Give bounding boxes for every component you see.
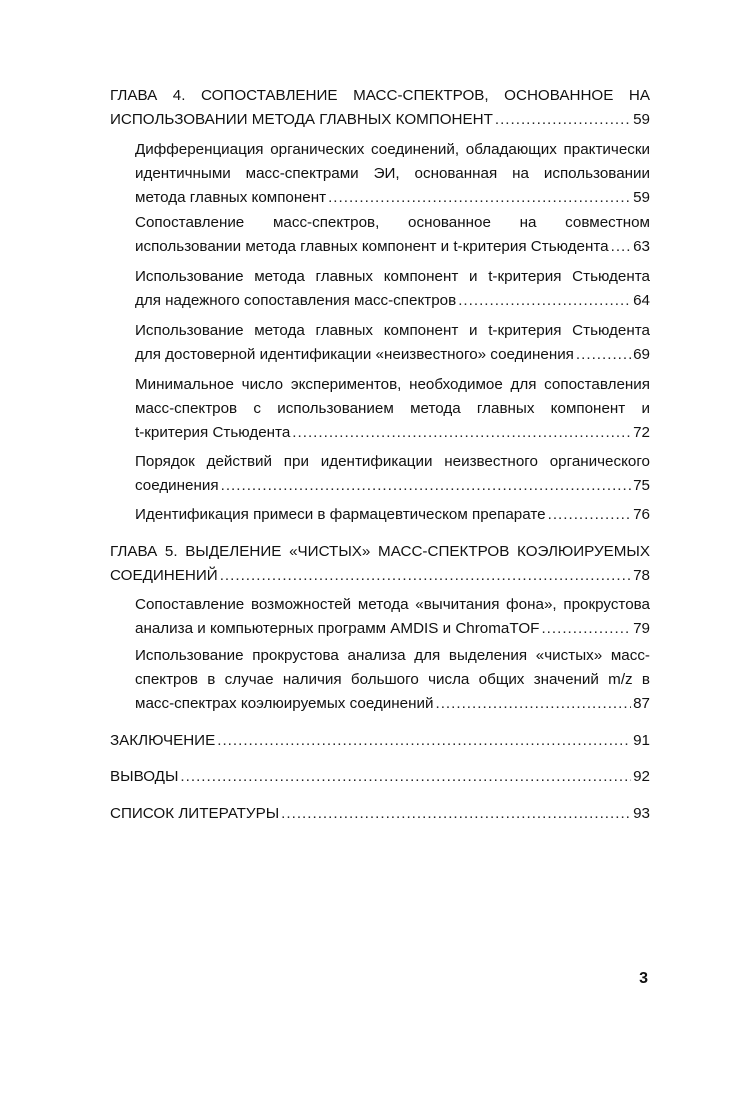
toc-entry-last-line: [135, 503, 650, 527]
toc-entry-title-end: ИСПОЛЬЗОВАНИИ МЕТОДА ГЛАВНЫХ КОМПОНЕНТ: [110, 111, 493, 128]
toc-entry-unknown-identification[interactable]: [135, 319, 650, 367]
toc-page-number: 59: [633, 111, 650, 128]
toc-entry-chapter-4[interactable]: [110, 84, 650, 132]
toc-entry-procedure[interactable]: [135, 450, 650, 498]
toc-entry-impurity[interactable]: [135, 503, 650, 527]
toc-entry-line: Использование прокрустова анализа для выделения «чистых» масс-: [135, 647, 650, 664]
leader-dots: [435, 692, 631, 716]
toc-entry-last-line: [135, 289, 650, 313]
toc-entry-last-line: [110, 564, 650, 588]
toc-entry-title-end: анализа и компьютерных программ AMDIS и ChromaTOF: [135, 620, 540, 637]
toc-entry-title-end: Идентификация примеси в фармацевтическом препарате: [135, 506, 546, 523]
toc-page-number: 76: [633, 506, 650, 523]
toc-entry-title-end: соединения: [135, 477, 219, 494]
toc-entry-title-end: СПИСОК ЛИТЕРАТУРЫ: [110, 805, 280, 822]
toc-entry-line: Сопоставление возможностей метода «вычитания фона», прокрустова: [135, 596, 650, 613]
leader-dots: [220, 564, 631, 588]
toc-page-number: 92: [633, 768, 650, 785]
toc-entry-chapter-5[interactable]: [110, 540, 650, 588]
toc-entry-line: Использование метода главных компонент и t-критерия Стьюдента: [135, 322, 650, 339]
toc-page-number: 69: [633, 346, 650, 363]
toc-entry-min-experiments[interactable]: [135, 373, 650, 445]
toc-entry-title-end: масс-спектрах коэлюируемых соединений: [135, 695, 434, 712]
toc-entry-last-line: [135, 692, 650, 716]
toc-page-number: 64: [633, 292, 650, 309]
toc-page-number: 59: [633, 189, 650, 206]
leader-dots: [548, 503, 632, 527]
toc-entry-line: спектров в случае наличия большого числа общих значений m/z в: [135, 671, 650, 688]
toc-entry-last-line: [135, 474, 650, 498]
toc-entry-title-end: для достоверной идентификации «неизвестного» соединения: [135, 346, 574, 363]
toc-entry-title-end: СОЕДИНЕНИЙ: [110, 567, 218, 584]
leader-dots: [281, 802, 631, 826]
toc-page-number: 79: [633, 620, 650, 637]
toc-page-number: 87: [633, 695, 650, 712]
toc-entry-last-line: [135, 235, 650, 259]
toc-entry-line: масс-спектров с использованием метода главных компонент и: [135, 400, 650, 417]
toc-entry-line: Дифференциация органических соединений, обладающих практически: [135, 141, 650, 158]
toc-entry-line: ГЛАВА 4. СОПОСТАВЛЕНИЕ МАСС-СПЕКТРОВ, ОСНОВАННОЕ НА: [110, 87, 650, 104]
toc-entry-last-line: [135, 617, 650, 641]
toc-entry-findings[interactable]: [110, 765, 650, 789]
leader-dots: [221, 474, 631, 498]
leader-dots: [458, 289, 631, 313]
toc-entry-differentiation[interactable]: [135, 138, 650, 210]
toc-entry-line: Сопоставление масс-спектров, основанное на совместном: [135, 214, 650, 231]
toc-entry-reliable-comparison[interactable]: [135, 265, 650, 313]
leader-dots: [611, 235, 631, 259]
toc-entry-last-line: [110, 765, 650, 789]
toc-entry-last-line: [110, 802, 650, 826]
leader-dots: [217, 729, 631, 753]
toc-entry-comparison-t-test[interactable]: [135, 211, 650, 259]
leader-dots: [576, 343, 631, 367]
leader-dots: [495, 108, 631, 132]
toc-page-number: 91: [633, 732, 650, 749]
toc-page-number: 78: [633, 567, 650, 584]
toc-entry-last-line: [135, 421, 650, 445]
leader-dots: [180, 765, 631, 789]
toc-entry-line: Использование метода главных компонент и t-критерия Стьюдента: [135, 268, 650, 285]
toc-entry-conclusion[interactable]: [110, 729, 650, 753]
toc-entry-line: Минимальное число экспериментов, необходимое для сопоставления: [135, 376, 650, 393]
toc-entry-last-line: [135, 343, 650, 367]
leader-dots: [292, 421, 631, 445]
leader-dots: [328, 186, 631, 210]
toc-entry-last-line: [110, 108, 650, 132]
toc-page-number: 93: [633, 805, 650, 822]
toc-entry-last-line: [110, 729, 650, 753]
toc-entry-title-end: ЗАКЛЮЧЕНИЕ: [110, 732, 216, 749]
toc-page-number: 72: [633, 424, 650, 441]
toc-page-number: 75: [633, 477, 650, 494]
toc-entry-title-end: t-критерия Стьюдента: [135, 424, 291, 441]
toc-entry-procrustes[interactable]: [135, 644, 650, 716]
toc-entry-title-end: метода главных компонент: [135, 189, 327, 206]
toc-entry-background-subtraction[interactable]: [135, 593, 650, 641]
toc-entry-references[interactable]: [110, 802, 650, 826]
leader-dots: [541, 617, 631, 641]
toc-entry-title-end: для надежного сопоставления масс-спектров: [135, 292, 457, 309]
toc-entry-line: ГЛАВА 5. ВЫДЕЛЕНИЕ «ЧИСТЫХ» МАСС-СПЕКТРОВ КОЭЛЮИРУЕМЫХ: [110, 543, 650, 560]
toc-entry-title-end: использовании метода главных компонент и t-критерия Стьюдента: [135, 238, 609, 255]
toc-entry-line: идентичными масс-спектрами ЭИ, основанная на использовании: [135, 165, 650, 182]
toc-entry-line: Порядок действий при идентификации неизвестного органического: [135, 453, 650, 470]
page-number: 3: [639, 970, 648, 987]
toc-page-number: 63: [633, 238, 650, 255]
toc-entry-title-end: ВЫВОДЫ: [110, 768, 179, 785]
toc-entry-last-line: [135, 186, 650, 210]
